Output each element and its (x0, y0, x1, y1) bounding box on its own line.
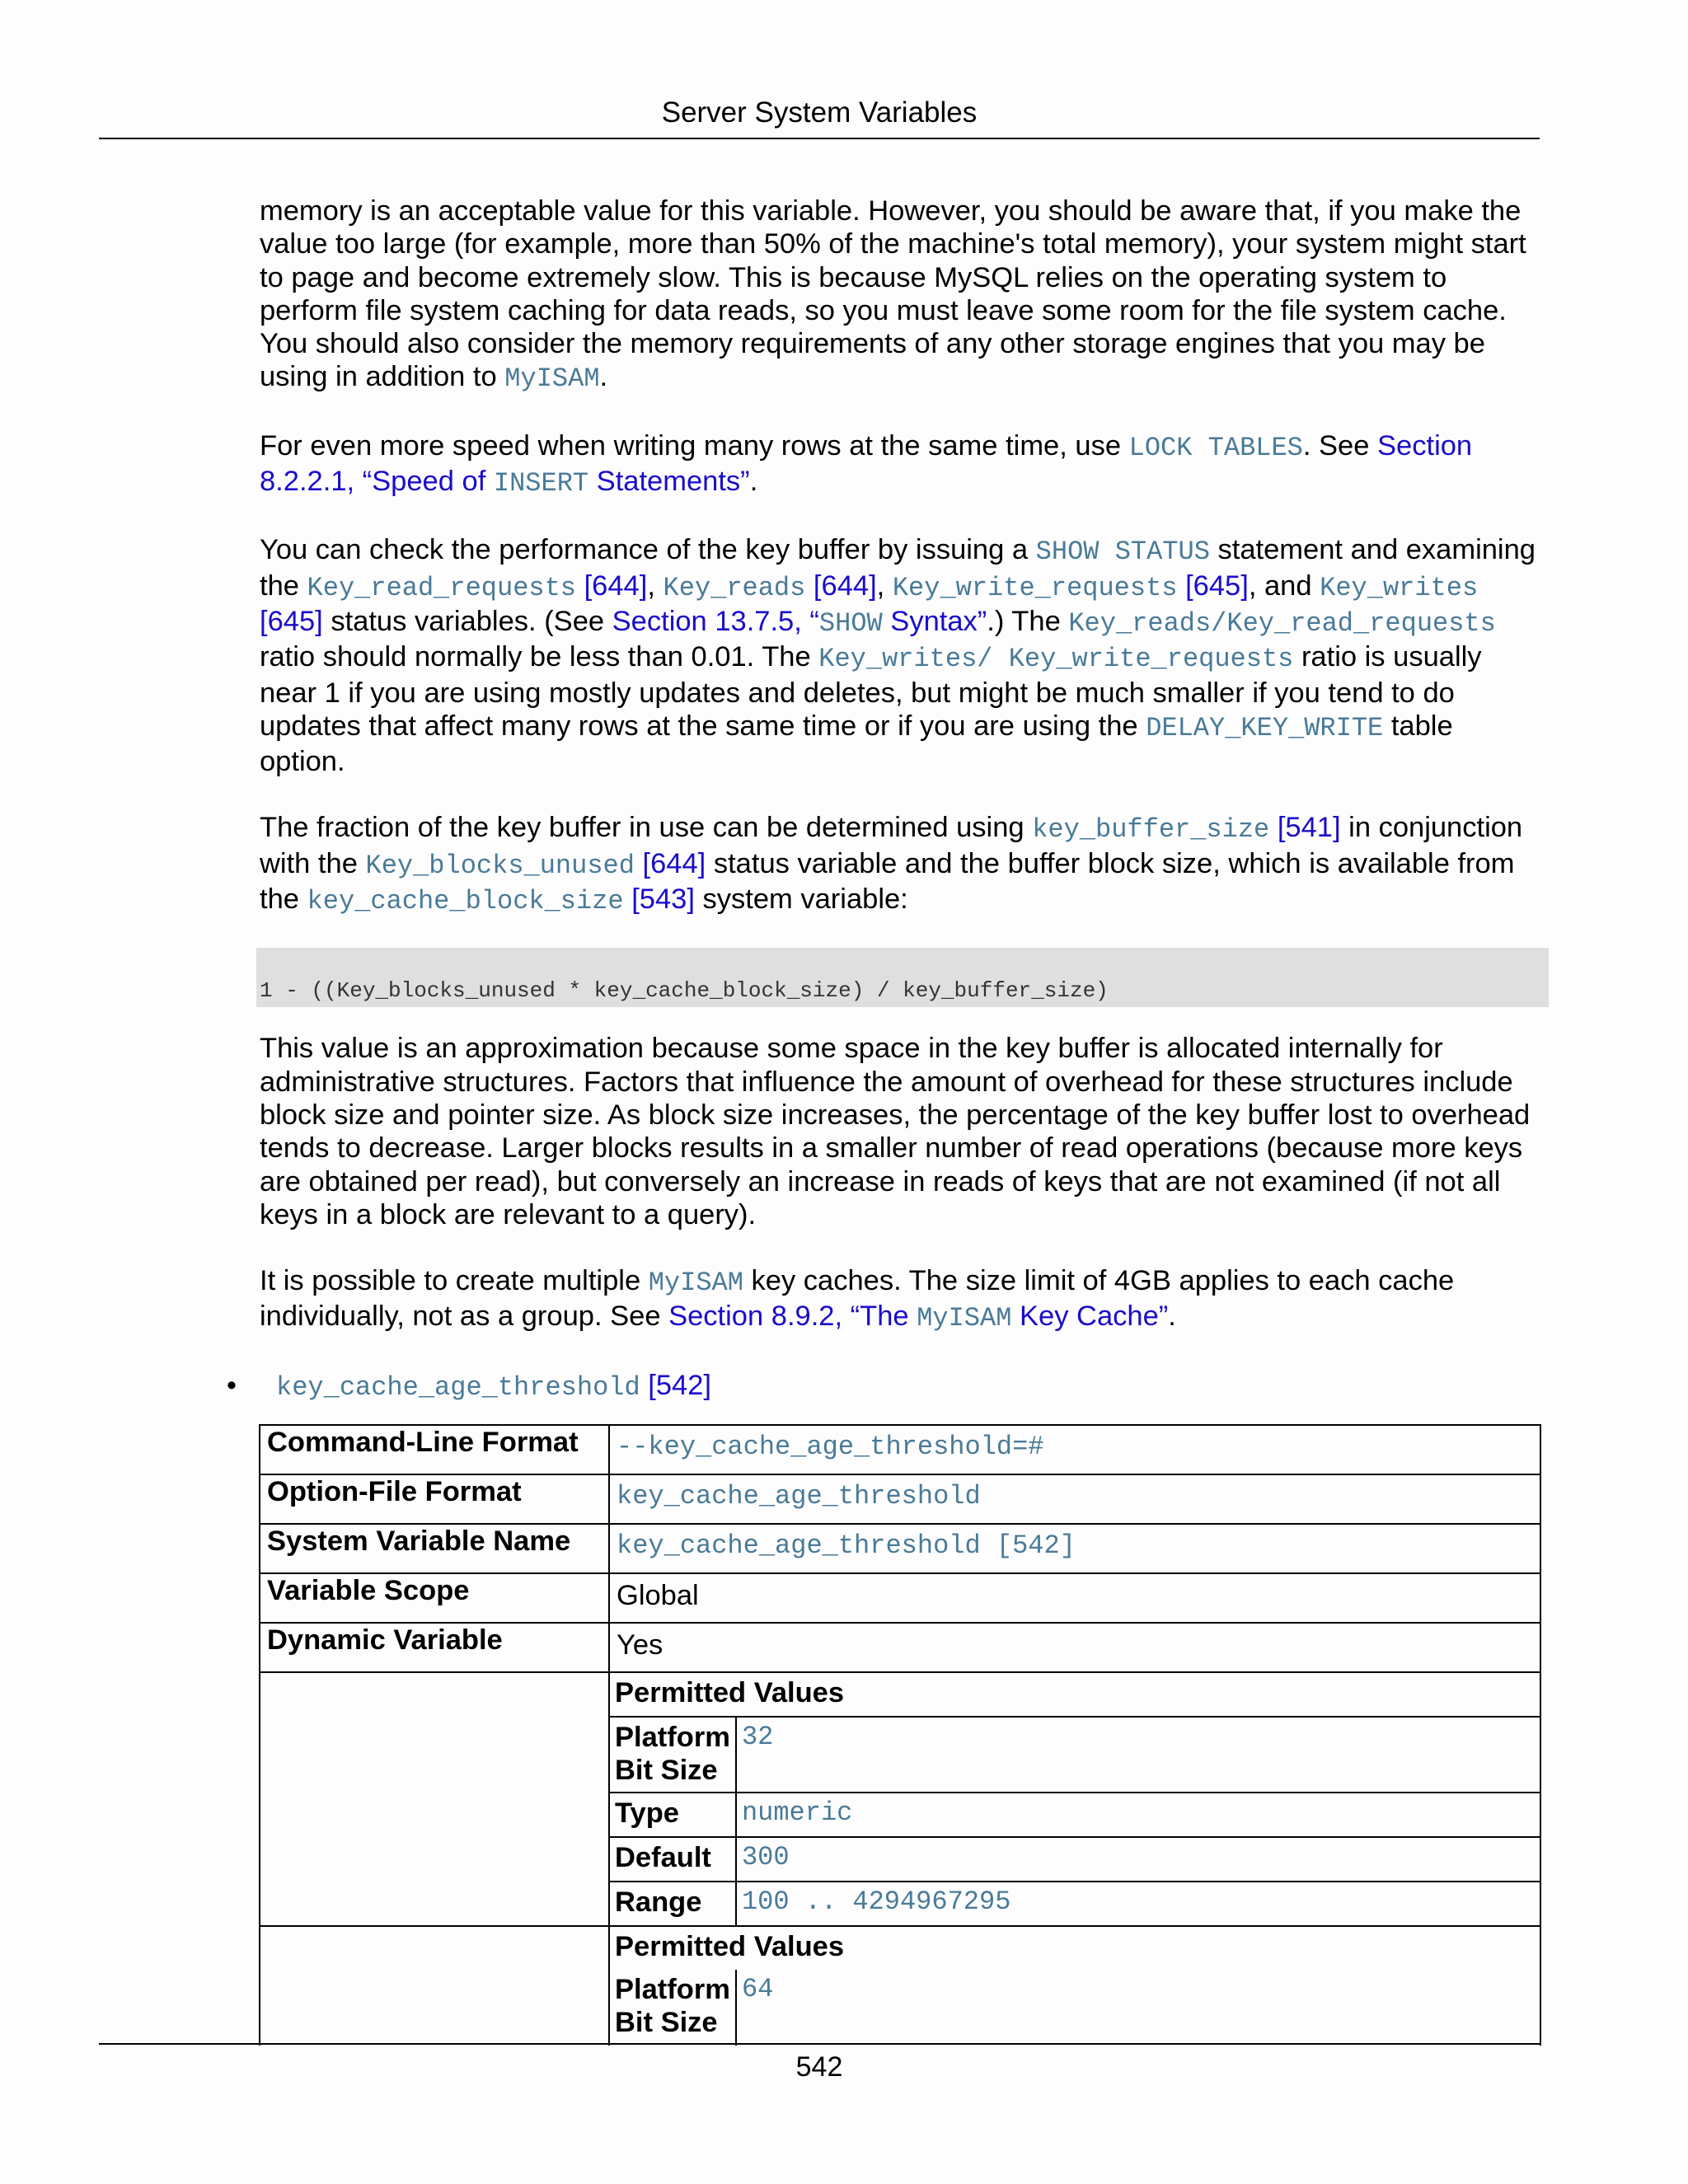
option-file-format-label: Option-File Format (260, 1474, 609, 1524)
type-value: numeric (736, 1793, 1540, 1837)
table-row (260, 1524, 1540, 1573)
dynamic-variable-value: Yes (609, 1623, 1540, 1672)
ref-541[interactable]: [541] (1277, 812, 1341, 844)
code-key-writes: Key_writes (1320, 572, 1479, 603)
code-block-formula: 1 - ((Key_blocks_unused * key_cache_block_size) / key_buffer_size) (256, 948, 1549, 1007)
text: For even more speed when writing many rows at the same time, use (260, 429, 1129, 462)
paragraph-memory (260, 194, 1545, 396)
table-row (260, 1623, 1540, 1672)
dynamic-variable-label: Dynamic Variable (260, 1623, 609, 1672)
default-label: Default (610, 1837, 736, 1882)
paragraph-key-buffer-performance: You can check the performance of the key buffer by issuing a SHOW STATUS statement and examining the Key_read_requests [644], Key_reads [644], Key_write_requests [645], and Key_writes [645] status variables. (See Section 13.7.5, “SHOW Syntax”.) The Key_reads/Key_read_requests ratio should normally be less than 0.01. The Key_writes/ Key_write_requests ratio is usually near 1 if you are using mostly updates and deletes, but might be much smaller if you tend to do updates that affect many rows at the same time or if you are using the DELAY_KEY_WRITE table option. (260, 534, 1536, 778)
code-myisam: MyISAM (648, 1268, 743, 1299)
platform-bit-size-label: Platform Bit Size (610, 1970, 736, 2046)
system-variable-name-value: key_cache_age_threshold [542] (609, 1524, 1540, 1573)
table-row (260, 1672, 1540, 1926)
bullet-dot: • (227, 1369, 237, 1401)
text: . See (1302, 429, 1378, 462)
page-header-title: Server System Variables (661, 96, 978, 129)
paragraph-lock-tables (260, 429, 1545, 501)
type-label: Type (610, 1793, 736, 1837)
paragraph-multiple-caches: It is possible to create multiple MyISAM key caches. The size limit of 4GB applies to each cache individually, not as a group. See Section 8.9.2, “The MyISAM Key Cache”. (260, 1265, 1455, 1334)
permitted-values-heading: Permitted Values (615, 1931, 845, 1962)
ref-645[interactable]: [645] (260, 605, 323, 637)
text: memory is an acceptable value for this variable. However, you should be aware that, if you make the value too large (for example, more than 50% of the machine's total memory), your system might start to page and become extremely slow. This is because MySQL relies on the operating system to perform file system caching for data reads, so you must leave some room for the file system cache. You should also consider the memory requirements of any other storage engines that you may be using in addition to (260, 195, 1526, 393)
code-show-status: SHOW STATUS (1035, 537, 1210, 568)
cmd-line-format-label: Command-Line Format (260, 1425, 609, 1474)
cmd-line-format-value: --key_cache_age_threshold=# (609, 1425, 1540, 1474)
ref-542[interactable]: [542] (648, 1369, 711, 1401)
footer-rule (99, 2043, 1540, 2045)
ref-644[interactable]: [644] (642, 847, 706, 879)
code-myisam: MyISAM (504, 363, 600, 395)
bullet-key-cache-age-threshold (227, 1369, 1545, 1404)
code-key-cache-age-threshold: key_cache_age_threshold (276, 1371, 640, 1403)
range-label: Range (610, 1882, 736, 1925)
link-section-13-7-5[interactable]: Section 13.7.5, “SHOW Syntax” (612, 605, 987, 639)
ref-644[interactable]: [644] (813, 569, 877, 602)
variable-scope-value: Global (609, 1573, 1540, 1623)
code-key-writes-ratio: Key_writes/ Key_write_requests (818, 644, 1294, 675)
variable-properties-table (259, 1424, 1541, 2046)
table-row (260, 1926, 1540, 2046)
platform-bit-size-value: 64 (741, 1974, 774, 2004)
paragraph-approximation: This value is an approximation because some space in the key buffer is allocated internally for administrative structures. Factors that influence the amount of overhead for these structures include block size and pointer size. As block size increases, the percentage of the key buffer lost to overhead tends to decrease. Larger blocks results in a smaller number of read operations (because more keys are obtained per read), but conversely an increase in reads of keys that are not examined (if not all keys in a block are relevant to a query). (260, 1033, 1531, 1230)
permitted-values-32 (609, 1672, 1540, 1926)
empty-cell (260, 1926, 609, 2046)
default-value: 300 (736, 1837, 1540, 1882)
code-key-blocks-unused: Key_blocks_unused (365, 850, 635, 881)
code-key-cache-block-size: key_cache_block_size (307, 886, 624, 917)
header-rule (99, 138, 1540, 139)
ref-543[interactable]: [543] (631, 883, 695, 916)
page-number: 542 (795, 2051, 843, 2083)
link-section-8-9-2[interactable]: Section 8.9.2, “The MyISAM Key Cache” (668, 1301, 1169, 1334)
variable-scope-label: Variable Scope (260, 1573, 609, 1623)
ref-644[interactable]: [644] (584, 569, 648, 602)
empty-cell (260, 1672, 609, 1926)
text: . (749, 466, 758, 498)
permitted-values-heading: Permitted Values (610, 1673, 1540, 1717)
code-key-write-requests: Key_write_requests (892, 572, 1178, 603)
code-key-read-requests: Key_read_requests (307, 572, 576, 603)
option-file-format-value: key_cache_age_threshold (609, 1474, 1540, 1524)
table-row (260, 1425, 1540, 1474)
table-row (260, 1474, 1540, 1524)
code-lock-tables: LOCK TABLES (1128, 432, 1303, 463)
permitted-values-64 (609, 1926, 1540, 2046)
ref-645[interactable]: [645] (1185, 569, 1249, 602)
code-key-reads-ratio: Key_reads/Key_read_requests (1068, 607, 1496, 639)
code-key-reads: Key_reads (663, 572, 806, 603)
range-value: 100 .. 4294967295 (741, 1886, 1011, 1917)
code-key-buffer-size: key_buffer_size (1032, 814, 1270, 846)
code-delay-key-write: DELAY_KEY_WRITE (1146, 712, 1384, 743)
system-variable-name-label: System Variable Name (260, 1524, 609, 1573)
main-content (227, 194, 1545, 1404)
text: . (599, 361, 608, 393)
platform-bit-size-value: 32 (736, 1717, 1540, 1793)
platform-bit-size-label: Platform Bit Size (610, 1717, 736, 1793)
paragraph-key-buffer-fraction: The fraction of the key buffer in use can be determined using key_buffer_size [541] in conjunction with the Key_blocks_unused [644] status variable and the buffer block size, which is available from the key_cache_block_size [543] system variable: (260, 812, 1523, 917)
table-row (260, 1573, 1540, 1623)
link-section-8-2-2-1[interactable]: Section 8.2.2.1, “Speed of INSERT Statements” (260, 429, 1473, 499)
